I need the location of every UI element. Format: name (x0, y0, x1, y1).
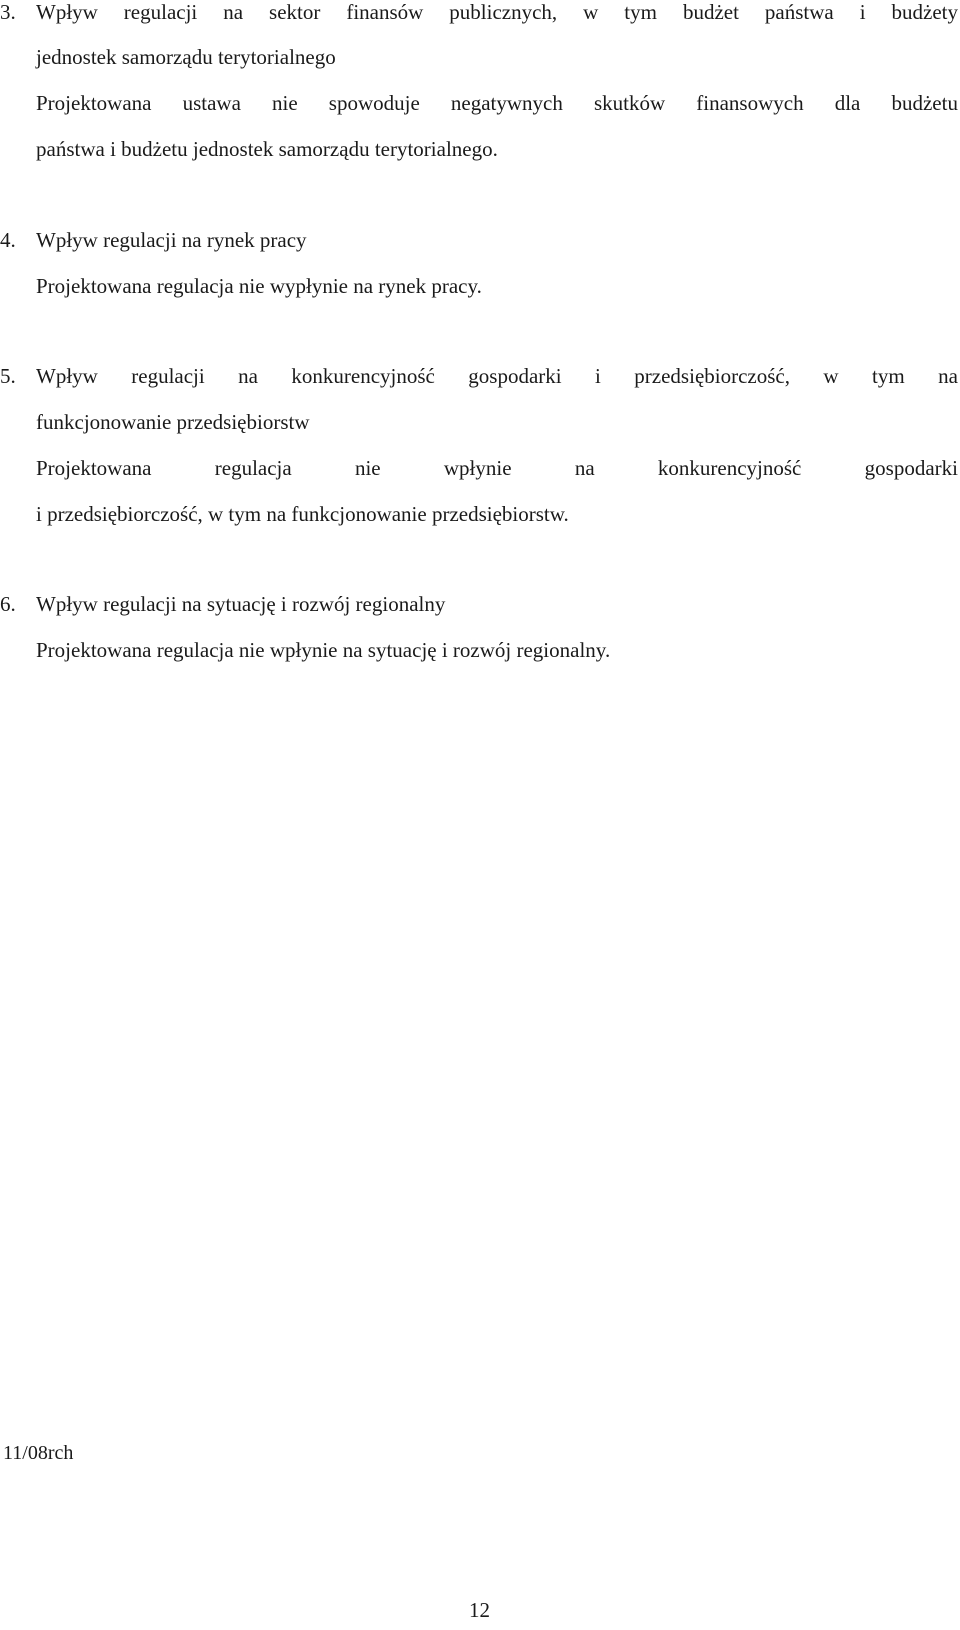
section-4-heading-line-1: Wpływ regulacji na rynek pracy (36, 228, 307, 252)
section-3-heading-line-2: jednostek samorządu terytorialnego (36, 45, 336, 69)
document-code: 11/08rch (3, 1442, 74, 1464)
section-4-body-line-1: Projektowana regulacja nie wypłynie na rynek pracy. (36, 274, 482, 298)
section-5-heading-line-2: funkcjonowanie przedsiębiorstw (36, 410, 310, 434)
section-5-number: 5. (0, 364, 16, 388)
section-6-body-line-1: Projektowana regulacja nie wpłynie na sytuację i rozwój regionalny. (36, 638, 611, 662)
section-6-number: 6. (0, 592, 16, 616)
section-3-number: 3. (0, 0, 16, 24)
section-6-heading-line-1: Wpływ regulacji na sytuację i rozwój regionalny (36, 592, 446, 616)
section-3-body-line-2: państwa i budżetu jednostek samorządu terytorialnego. (36, 137, 498, 161)
section-3-heading-line-1: Wpływ regulacji na sektor finansów publicznych, w tym budżet państwa i budżety (36, 0, 958, 24)
section-5-body-line-2: i przedsiębiorczość, w tym na funkcjonowanie przedsiębiorstw. (36, 502, 569, 526)
section-4-number: 4. (0, 228, 16, 252)
section-3-body-line-1: Projektowana ustawa nie spowoduje negatywnych skutków finansowych dla budżetu (36, 91, 958, 115)
section-5-heading-line-1: Wpływ regulacji na konkurencyjność gospodarki i przedsiębiorczość, w tym na (36, 364, 958, 388)
page-number: 12 (469, 1598, 490, 1622)
section-5-body-line-1: Projektowana regulacja nie wpłynie na konkurencyjność gospodarki (36, 456, 958, 480)
